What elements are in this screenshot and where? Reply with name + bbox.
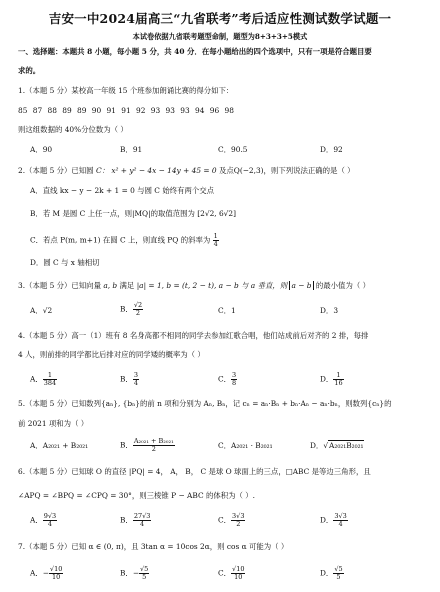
q6-stem-line2: ∠APQ = ∠BPQ = ∠CPQ = 30°，则三棱锥 P − ABC 的体积为（ ）. <box>18 491 255 500</box>
q7-option-b-num: √5 <box>140 565 149 573</box>
q5-option-b-num: A₂₀₂₁ + B₂₀₂₁ <box>133 437 174 445</box>
q7-stem: 7.（本题 5 分）已知 α ∈ (0, π)，且 3tan α = 10cos 2α，则 cos α 可能为（ ） <box>18 542 289 551</box>
q4-option-c-fraction <box>231 372 237 387</box>
q6-option-c-num: 3√3 <box>232 512 245 520</box>
q5-option-d-radicand: A₂₀₂₁B₂₀₂₁ <box>329 441 364 450</box>
q1-scores: 85 87 88 89 89 90 91 91 92 93 93 93 94 96 98 <box>18 106 234 115</box>
q4-option-c-num: 3 <box>232 371 237 379</box>
q6-option-a-num: 9√3 <box>43 512 57 520</box>
q6-option-a-den: 4 <box>47 520 53 528</box>
q6-option-b-label: B． <box>120 515 133 525</box>
q2-option-c-den: 4 <box>213 240 218 248</box>
q3-stem-condition: |a| = 1, b = (t, 2 − t), a − b 与 a 垂直，则 <box>136 281 288 290</box>
q3-option-a-value: √2 <box>42 306 53 315</box>
q2-stem-post: 及点Q(−2,3)，则下列说法正确的是（ ） <box>218 166 355 175</box>
q7-option-a-label: A．− <box>30 568 49 578</box>
q6-option-b-num: 27√3 <box>133 512 151 520</box>
q2-option-c-num: 1 <box>213 232 218 240</box>
q5-option-c[interactable]: C．A₂₀₂₁ · B₂₀₂₁ <box>218 441 273 450</box>
q4-option-a-fraction <box>43 372 57 387</box>
q5-option-a[interactable]: A．A₂₀₂₁ + B₂₀₂₁ <box>30 441 89 450</box>
q7-option-b-den: 5 <box>142 573 147 581</box>
q3-option-b-fraction <box>133 302 143 317</box>
q4-option-b-den: 4 <box>133 379 138 387</box>
q6-option-b[interactable] <box>120 513 151 528</box>
q7-option-c-den: 10 <box>234 573 243 581</box>
q7-option-d-num: √5 <box>334 565 343 573</box>
q6-option-c[interactable] <box>218 513 245 528</box>
q5-option-d[interactable]: D．√A₂₀₂₁B₂₀₂₁ <box>310 441 364 450</box>
q7-option-c-label: C． <box>218 568 232 578</box>
q7-option-c-num: √10 <box>232 565 245 573</box>
q3-stem-pre: 3.（本题 5 分）已知向量 <box>18 281 101 290</box>
q4-option-c-label: C． <box>218 374 232 384</box>
q4-option-b-label: B． <box>120 374 133 384</box>
q4-option-d-label: D． <box>320 374 334 384</box>
q2-option-b-range: [2√2, 6√2] <box>197 209 236 218</box>
q4-option-b[interactable] <box>120 372 139 387</box>
q4-option-c[interactable] <box>218 372 237 387</box>
q5-stem-line1: 5.（本题 5 分）已知数列{aₙ}, {bₙ}的前 n 项和分别为 Aₙ, Bₙ，记 cₙ = aₙ·Bₙ + bₙ·Aₙ − aₙ·bₙ，则数列{cₙ}的 <box>18 399 392 408</box>
q4-option-d-fraction <box>333 372 343 387</box>
q6-stem-line1: 6.（本题 5 分）已知球 O 的直径 |PQ| = 4， A， B， C 是球 O 球面上的三点，□ABC 是等边三角形，且 <box>18 467 371 476</box>
q4-option-c-den: 8 <box>232 379 237 387</box>
q6-option-a[interactable] <box>30 513 57 528</box>
q7-option-d-den: 5 <box>336 573 341 581</box>
q5-option-d-label: D． <box>310 441 324 450</box>
section-heading-line1: 一、选择题：本题共 8 小题，每小题 5 分，共 40 分．在每小题给出的四个选项中，只有一项是符合题目要 <box>18 47 372 56</box>
q5-option-b[interactable] <box>120 438 175 453</box>
q2-stem <box>18 166 355 176</box>
q4-option-a-num: 1 <box>43 372 57 380</box>
q3-stem <box>18 281 370 291</box>
q4-option-d-num: 1 <box>333 372 343 380</box>
q1-option-d[interactable]: D．92 <box>320 145 343 154</box>
q6-option-a-fraction <box>43 513 57 528</box>
q6-option-c-fraction <box>231 513 245 528</box>
q2-option-c-fraction <box>213 233 219 248</box>
q7-option-b-fraction <box>139 566 149 581</box>
q6-option-d-den: 4 <box>338 520 343 528</box>
q1-option-c[interactable]: C．90.5 <box>218 145 248 154</box>
q2-option-d[interactable]: D．圆 C 与 x 轴相切 <box>30 258 100 267</box>
q6-option-c-label: C． <box>218 515 232 525</box>
exam-subtitle: 本试卷依据九省联考题型命制，题型为8+3+3+5模式 <box>132 32 308 41</box>
q1-stem: 1.（本题 5 分）某校高一年级 15 个班参加朗诵比赛的得分如下： <box>18 86 234 95</box>
q4-option-d-den: 16 <box>334 379 343 387</box>
q3-option-b-den: 2 <box>135 309 141 317</box>
q6-option-c-den: 2 <box>236 520 241 528</box>
q4-option-b-num: 3 <box>133 371 138 379</box>
section-heading-line2: 求的。 <box>18 66 41 75</box>
q7-option-d-label: D． <box>320 568 334 578</box>
q4-option-a[interactable] <box>30 372 57 387</box>
q2-stem-pre: 2.（本题 5 分）已知圆 <box>18 166 94 175</box>
q4-stem-line2: 4 人，则前排的同学都比后排对应的同学矮的概率为（ ） <box>18 350 205 359</box>
q4-option-a-den: 384 <box>43 379 57 387</box>
q6-option-b-den: 4 <box>140 520 145 528</box>
q6-option-b-fraction <box>133 513 152 528</box>
q7-option-a-den: 10 <box>51 573 61 581</box>
q3-option-b-num: √2 <box>133 301 143 309</box>
q2-option-b[interactable] <box>30 209 236 219</box>
q3-option-a-label: A． <box>30 306 43 315</box>
q7-option-c[interactable] <box>218 566 245 581</box>
q3-option-a[interactable] <box>30 306 52 316</box>
q7-option-c-fraction <box>231 566 245 581</box>
q7-option-a-fraction <box>49 566 63 581</box>
exam-title: 吉安一中2024届高三“九省联考”考后适应性测试数学试题一 <box>48 11 392 26</box>
q5-option-b-den: 2 <box>151 445 156 453</box>
q4-option-d[interactable] <box>320 372 344 387</box>
q4-stem-line1: 4.（本题 5 分）高一（1）班有 8 名身高都不相同的同学去参加红歌合唱，他们站成前后对齐的 2 排，每排 <box>18 331 369 340</box>
q2-stem-equation: C： x² + y² − 4x − 14y + 45 = 0 <box>95 166 217 175</box>
q2-option-c[interactable] <box>30 233 219 248</box>
q1-option-a[interactable]: A．90 <box>30 145 53 154</box>
q2-option-b-text: B．若 M 是圆 C 上任一点，则|MQ|的取值范围为 <box>30 209 195 218</box>
q3-stem-post: 的最小值为（ ） <box>315 281 370 290</box>
q2-option-a[interactable]: A．直线 kx − y − 2k + 1 = 0 与圆 C 始终有两个交点 <box>30 186 215 195</box>
q6-option-d[interactable] <box>320 513 348 528</box>
q7-option-a-num: √10 <box>49 565 63 573</box>
q3-stem-vectors: a, b <box>103 281 118 290</box>
q7-option-b[interactable] <box>120 566 149 581</box>
q7-option-d-fraction <box>333 566 343 581</box>
q7-option-a[interactable] <box>30 566 63 581</box>
q4-option-a-label: A． <box>30 374 43 384</box>
q6-option-d-label: D． <box>320 515 334 525</box>
q3-stem-mid: 满足 <box>119 281 135 290</box>
q3-option-b[interactable] <box>120 302 143 317</box>
q1-option-b[interactable]: B．91 <box>120 145 143 154</box>
q6-option-d-num: 3√3 <box>334 512 347 520</box>
q6-option-a-label: A． <box>30 515 43 525</box>
q4-option-b-fraction <box>133 372 139 387</box>
q5-option-b-label: B． <box>120 440 133 450</box>
q1-ask: 则这组数据的 40%分位数为（ ） <box>18 125 128 134</box>
q3-option-b-label: B． <box>120 304 133 314</box>
q7-option-d[interactable] <box>320 566 344 581</box>
q2-option-c-text: C．若点 P(m, m+1) 在圆 C 上，则直线 PQ 的斜率为 <box>30 235 211 245</box>
q5-option-b-fraction <box>133 438 175 453</box>
q3-option-d[interactable]: D．3 <box>320 306 339 315</box>
q5-stem-line2: 前 2021 项和为（ ） <box>18 419 89 428</box>
q7-option-b-label: B．− <box>120 568 140 578</box>
q3-option-c[interactable]: C．1 <box>218 306 236 315</box>
q6-option-d-fraction <box>333 513 347 528</box>
q3-stem-abs: a − b <box>291 281 312 290</box>
